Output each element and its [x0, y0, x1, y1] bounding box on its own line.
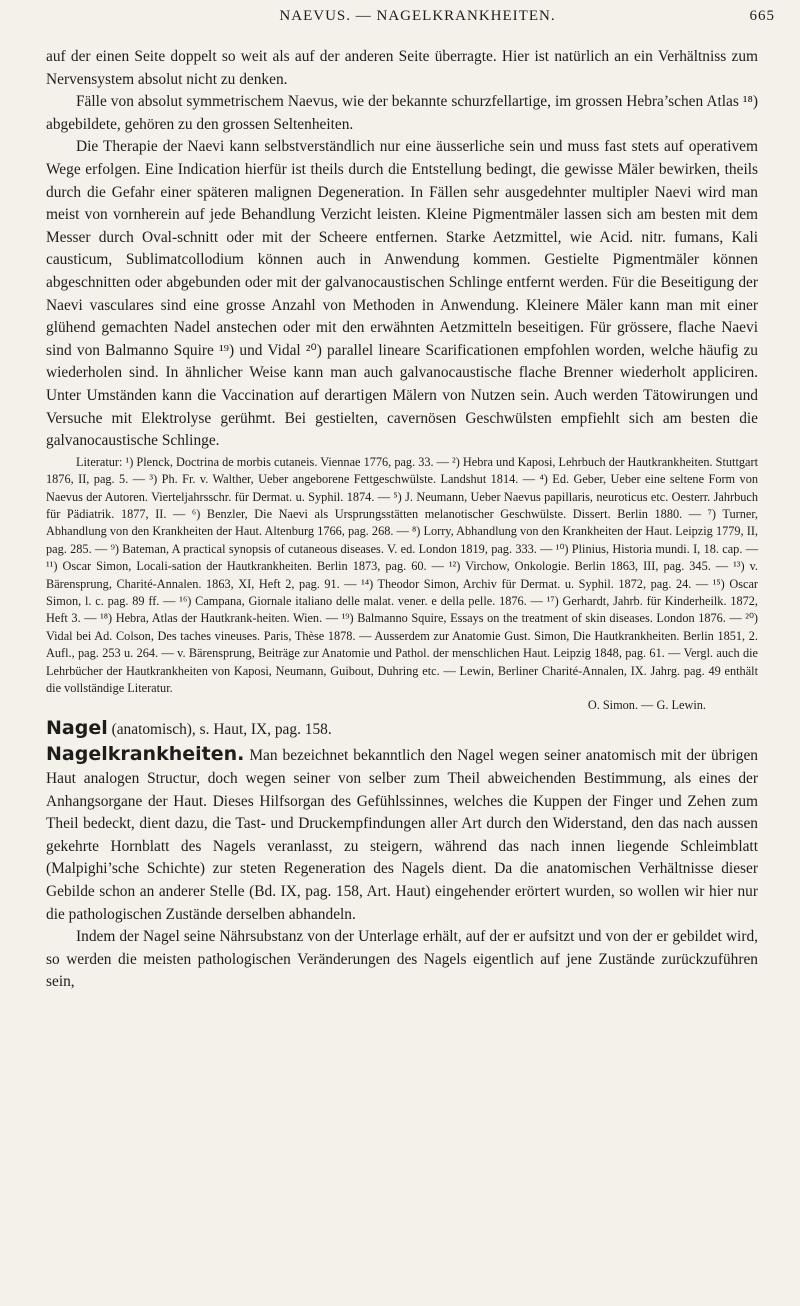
- entry-nagelkrankheiten: [46, 743, 758, 994]
- page-number: 665: [749, 8, 775, 24]
- main-text: [46, 46, 758, 994]
- literature-text: Literatur: ¹) Plenck, Doctrina de morbis cutaneis. Viennae 1776, pag. 33. — ²) Hebra und Kaposi, Lehrbuch der Hautkrankheiten. Stuttgart 1876, II, pag. 5. — ³) Ph. Fr. v. Walther, Ueber angeborene Fettgeschwülste. Landshut 1814. — ⁴) Ed. Geber, Ueber eine seltene Form von Naevus der Autoren. Vierteljahrsschr. für Dermat. u. Syphil. 1874. — ⁵) J. Neumann, Ueber Naevus papillaris, neuroticus etc. Oesterr. Jahrbuch für Pädiatrik. 1877, II. — ⁶) Benzler, Die Naevi als Ursprungsstätten melanotischer Geschwülste. Dissert. Berlin 1880. — ⁷) Turner, Abhandlung von den Krankheiten der Haut. Altenburg 1766, pag. 268. — ⁸) Lorry, Abhandlung von den Krankheiten der Haut. Leipzig 1779, II, pag. 285. — ⁹) Bateman, A practical synopsis of cutaneous diseases. V. ed. London 1819, pag. 333. — ¹⁰) Plinius, Historia mundi. I, 18. cap. — ¹¹) Oscar Simon, Locali-sation der Hautkrankheiten. Berlin 1873, pag. 60. — ¹²) Virchow, Onkologie. Berlin 1863, III, pag. 345. — ¹³) v. Bärensprung, Charité-Annalen. 1863, XI, Heft 2, pag. 91. — ¹⁴) Theodor Simon, Archiv für Dermat. u. Syphil. 1872, pag. 24. — ¹⁵) Oscar Simon, l. c. pag. 89 ff. — ¹⁶) Campana, Giornale italiano delle malat. vener. e della pelle. 1876. — ¹⁷) Gerhardt, Jahrb. für Kinderheilk. 1872, Heft 3. — ¹⁸) Hebra, Atlas der Hautkrank-heiten. Wien. — ¹⁹) Balmanno Squire, Essays on the treatment of skin diseases. London 1876. — ²⁰) Vidal bei Ad. Colson, Des taches vineuses. Paris, Thèse 1878. — Ausserdem zur Anatomie Gust. Simon, Die Hautkrankheiten. Berlin 1851, 2. Aufl., pag. 253 u. 264. — v. Bärensprung, Beiträge zur Anatomie und Pathol. der menschlichen Haut. Leipzig 1848, pag. 61. — Vergl. auch die Lehrbücher der Hautkrankheiten von Kaposi, Neumann, Guibout, Duhring etc. — Lewin, Berliner Charité-Annalen, IX. Jahrg. pag. 49 enthält die vollständige Literatur.: [46, 454, 758, 695]
- entry-nagel: [46, 717, 758, 742]
- paragraph-therapy: Die Therapie der Naevi kann selbstverständlich nur eine äusserliche sein und muss fast stets auf operativem Wege erfolgen. Eine Indication hierfür ist theils durch die Entstellung bedingt, die gewisse Mäler bewirken, theils durch die Gefahr einer späteren malignen Degeneration. In Fällen sehr ausgedehnter multipler Naevi wird man meist von vornherein auf jede Behandlung Verzicht leisten. Kleine Pigmentmäler lassen sich am besten mit dem Messer durch Oval-schnitt oder mit der Scheere entfernen. Starke Aetzmittel, wie Acid. nitr. fumans, Kali causticum, Sublimatcollodium können auch in Anwendung kommen. Gestielte Pigmentmäler können abgeschnitten oder abgebunden oder mit der galvanocaustischen Schlinge entfernt werden. Für die Beseitigung der Naevi vasculares sind eine grosse Anzahl von Methoden in Anwendung. Kleinere Mäler kann man mit einer glühend gemachten Nadel anstechen oder mit den erwähnten Aetzmitteln beseitigen. Für grössere, flache Naevi sind von Balmanno Squire ¹⁹) und Vidal ²⁰) parallel lineare Scarificationen empfohlen worden, welche häufig zu wiederholen sind. In ähnlicher Weise kann man auch galvanocaustische flache Brenner wiederholt appliciren. Unter Umständen kann die Vaccination auf derartigen Mälern von Nutzen sein. Auch werden Tätowirungen und Versuche mit Elektrolyse gerühmt. Bei gestielten, cavernösen Geschwülsten empfiehlt sich am besten die galvanocaustische Schlinge.: [46, 138, 758, 450]
- paragraph-1: auf der einen Seite doppelt so weit als auf der anderen Seite überragte. Hier ist natürlich an ein Verhältniss zum Nervensystem absolut nicht zu denken.: [46, 48, 758, 88]
- entry-nagelkrankheiten-lemma: Nagelkrankheiten.: [46, 743, 245, 766]
- paragraph-2: Fälle von absolut symmetrischem Naevus, wie der bekannte schurzfellartige, im grossen Hebra’schen Atlas ¹⁸) abgebildete, gehören zu den grossen Seltenheiten.: [46, 93, 758, 133]
- author-signature: O. Simon. — G. Lewin.: [587, 698, 706, 713]
- running-title: NAEVUS. — NAGELKRANKHEITEN.: [279, 8, 556, 24]
- entry-nagel-text: (anatomisch), s. Haut, IX, pag. 158.: [111, 720, 332, 738]
- literature-block: [46, 454, 758, 715]
- entry-nagel-lemma: Nagel: [46, 716, 108, 739]
- running-header: [60, 8, 775, 32]
- entry-nagelkrankheiten-text: Man bezeichnet bekanntlich den Nagel wegen seiner anatomisch mit der übrigen Haut analogen Structur, doch wegen seiner von selber zum Theil abweichenden Bestimmung, als eines der Anhangsorgane der Haut. Dieses Hilfsorgan des Gefühlssinnes, welches die Kuppen der Finger und Zehen zum Theil bedeckt, dient dazu, die Tast- und Druckempfindungen aller Art durch den Widerstand, den das nach aussen gekehrte Hornblatt des Nagels veranlasst, zu steigern, während das nach innen liegende Schleimblatt (Malpighi’sche Schichte) zur steten Regeneration des Nagels dient. Da die anatomischen Verhältnisse dieser Gebilde schon an anderer Stelle (Bd. IX, pag. 158, Art. Haut) eingehender erörtert wurden, so wollen wir hier nur die pathologischen Zustände derselben abhandeln.: [46, 747, 758, 923]
- entry-nagelkrankheiten-text-2: Indem der Nagel seine Nährsubstanz von der Unterlage erhält, auf der er aufsitzt und von der er gebildet wird, so werden die meisten pathologischen Veränderungen des Nagels eigentlich auf jene Zustände zurückzuführen sein,: [46, 928, 758, 991]
